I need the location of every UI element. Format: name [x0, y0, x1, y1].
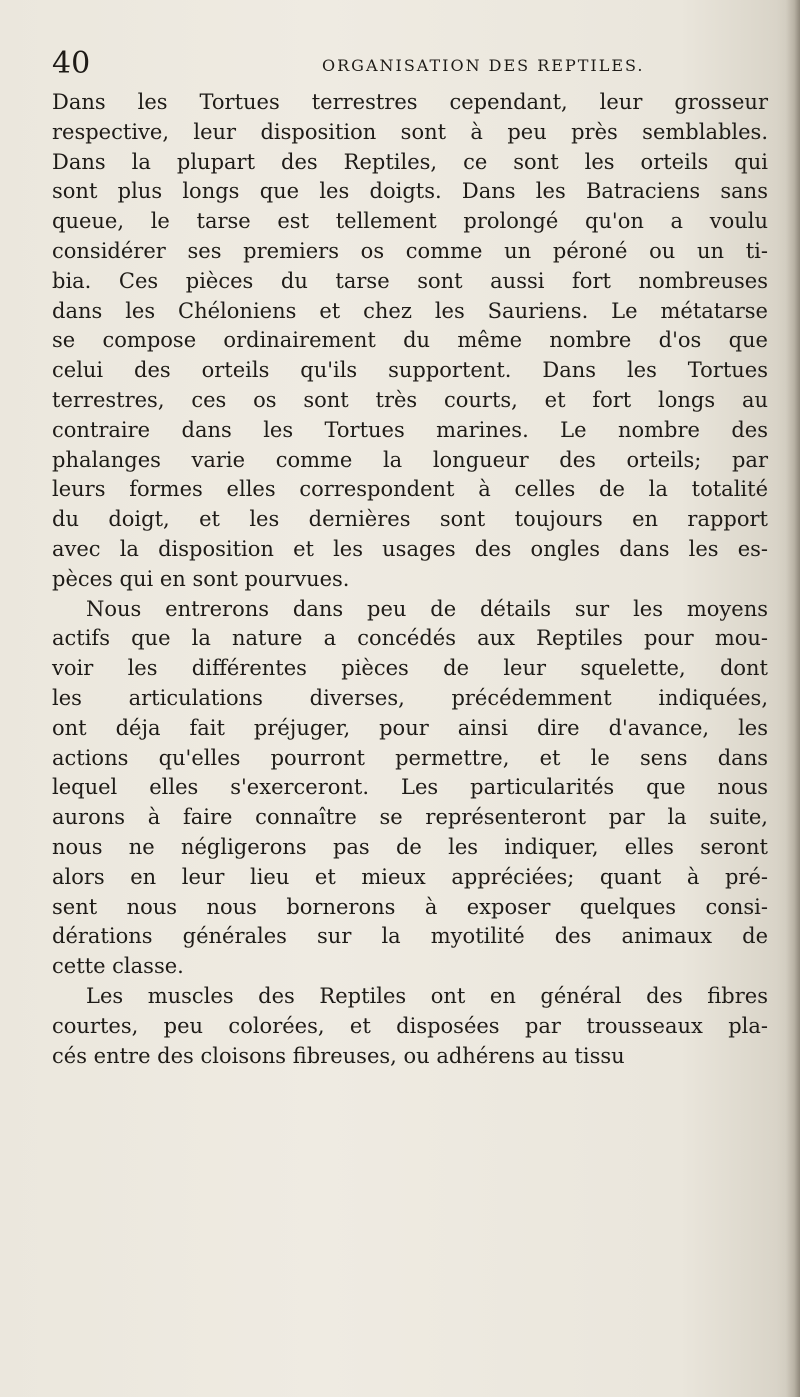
text-line: sont plus longs que les doigts. Dans les Batraciens sans [52, 179, 768, 204]
text-line: lequel elles s'exerceront. Les particularités que nous [52, 775, 768, 800]
text-line: du doigt, et les dernières sont toujours en rapport [52, 507, 768, 532]
text-line: sent nous nous bornerons à exposer quelques consi- [52, 894, 768, 919]
text-line: celui des orteils qu'ils supportent. Dans les Tortues [52, 358, 768, 383]
text-line: Nous entrerons dans peu de détails sur les moyens [86, 596, 768, 621]
text-line: voir les différentes pièces de leur squelette, dont [52, 656, 768, 681]
body-text [52, 88, 768, 1071]
text-line: nous ne négligerons pas de les indiquer, elles seront [52, 834, 768, 859]
text-line: avec la disposition et les usages des ongles dans les es- [52, 536, 768, 561]
page-edge-shadow [786, 0, 800, 1397]
paragraph [52, 88, 768, 595]
text-line: courtes, peu colorées, et disposées par trousseaux pla- [52, 1013, 768, 1038]
text-line: considérer ses premiers os comme un péroné ou un ti- [52, 238, 768, 263]
text-line: phalanges varie comme la longueur des orteils; par [52, 447, 768, 472]
text-line: queue, le tarse est tellement prolongé qu'on a voulu [52, 209, 768, 234]
text-line: alors en leur lieu et mieux appréciées; quant à pré- [52, 864, 768, 889]
text-line: ont déja fait préjuger, pour ainsi dire d'avance, les [52, 715, 768, 740]
text-line: contraire dans les Tortues marines. Le nombre des [52, 417, 768, 442]
text-line: actions qu'elles pourront permettre, et le sens dans [52, 745, 768, 770]
text-line: cette classe. [52, 954, 184, 979]
text-line: terrestres, ces os sont très courts, et fort longs au [52, 387, 768, 412]
text-line: se compose ordinairement du même nombre d'os que [52, 328, 768, 353]
text-line: pèces qui en sont pourvues. [52, 566, 350, 591]
text-line: dans les Chéloniens et chez les Sauriens. Le métatarse [52, 298, 768, 323]
text-line: les articulations diverses, précédemment indiquées, [52, 685, 768, 710]
text-line: dérations générales sur la myotilité des animaux de [52, 924, 768, 949]
text-line: respective, leur disposition sont à peu près semblables. [52, 119, 768, 144]
text-line: leurs formes elles correspondent à celles de la totalité [52, 477, 768, 502]
running-head: ORGANISATION DES REPTILES. [322, 56, 645, 75]
text-line: Les muscles des Reptiles ont en général des fibres [86, 983, 768, 1008]
page-header [52, 44, 768, 88]
text-line: cés entre des cloisons fibreuses, ou adhérens au tissu [52, 1043, 625, 1068]
text-line: Dans la plupart des Reptiles, ce sont les orteils qui [52, 149, 768, 174]
page-number: 40 [52, 46, 91, 81]
text-line: aurons à faire connaître se représenteront par la suite, [52, 805, 768, 830]
page-content [52, 44, 768, 1071]
text-line: bia. Ces pièces du tarse sont aussi fort nombreuses [52, 268, 768, 293]
text-line: Dans les Tortues terrestres cependant, leur grosseur [52, 90, 768, 114]
paragraph [52, 982, 768, 1071]
text-line: actifs que la nature a concédés aux Reptiles pour mou- [52, 626, 768, 651]
paragraph [52, 595, 768, 982]
